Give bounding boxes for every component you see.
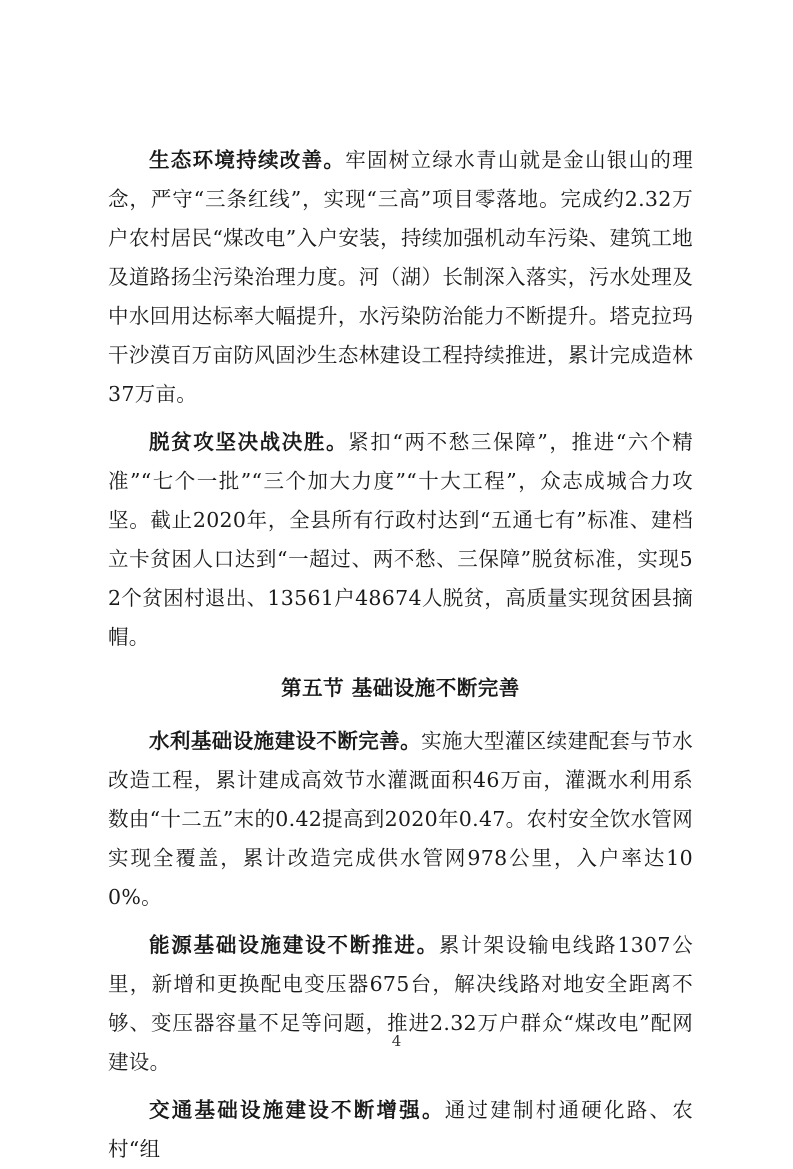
paragraph-lead: 脱贫攻坚决战决胜。: [149, 430, 349, 454]
paragraph-transport: [108, 1091, 693, 1169]
paragraph-ecology: [108, 141, 693, 414]
paragraph-water: [108, 722, 693, 917]
paragraph-text: 实施大型灌区续建配套与节水改造工程，累计建成高效节水灌溉面积46万亩，灌溉水利用系数由“十二五”末的0.42提高到2020年0.47。农村安全饮水管网实现全覆盖，累计改造完成供水管网978公里，入户率达100%。: [108, 729, 693, 909]
paragraph-text: 累计架设输电线路1307公里，新增和更换配电变压器675台，解决线路对地安全距离不够、变压器容量不足等问题，推进2.32万户群众“煤改电”配网建设。: [108, 933, 693, 1074]
paragraph-lead: 水利基础设施建设不断完善。: [149, 729, 422, 753]
paragraph-energy: [108, 926, 693, 1082]
paragraph-text: 通过建制村通硬化路、农村“组: [108, 1098, 693, 1161]
paragraph-lead: 能源基础设施建设不断推进。: [149, 933, 439, 957]
page-number: 4: [391, 1032, 402, 1050]
page-body: [108, 141, 693, 1169]
section-heading: 第五节 基础设施不断完善: [281, 676, 520, 700]
paragraph-text: 紧扣“两不愁三保障”，推进“六个精准”“七个一批”“三个加大力度”“十大工程”，众志成城合力攻坚。截止2020年，全县所有行政村达到“五通七有”标准、建档立卡贫困人口达到“一超过、两不愁、三保障”脱贫标准，实现52个贫困村退出、13561户48674人脱贫，高质量实现贫困县摘帽。: [108, 430, 693, 649]
paragraph-lead: 生态环境持续改善。: [149, 148, 346, 172]
paragraph-poverty: [108, 423, 693, 657]
paragraph-lead: 交通基础设施建设不断增强。: [149, 1098, 445, 1122]
paragraph-text: 牢固树立绿水青山就是金山银山的理念，严守“三条红线”，实现“三高”项目零落地。完成约2.32万户农村居民“煤改电”入户安装，持续加强机动车污染、建筑工地及道路扬尘污染治理力度。河（湖）长制深入落实，污水处理及中水回用达标率大幅提升，水污染防治能力不断提升。塔克拉玛干沙漠百万亩防风固沙生态林建设工程持续推进，累计完成造林37万亩。: [108, 148, 693, 406]
